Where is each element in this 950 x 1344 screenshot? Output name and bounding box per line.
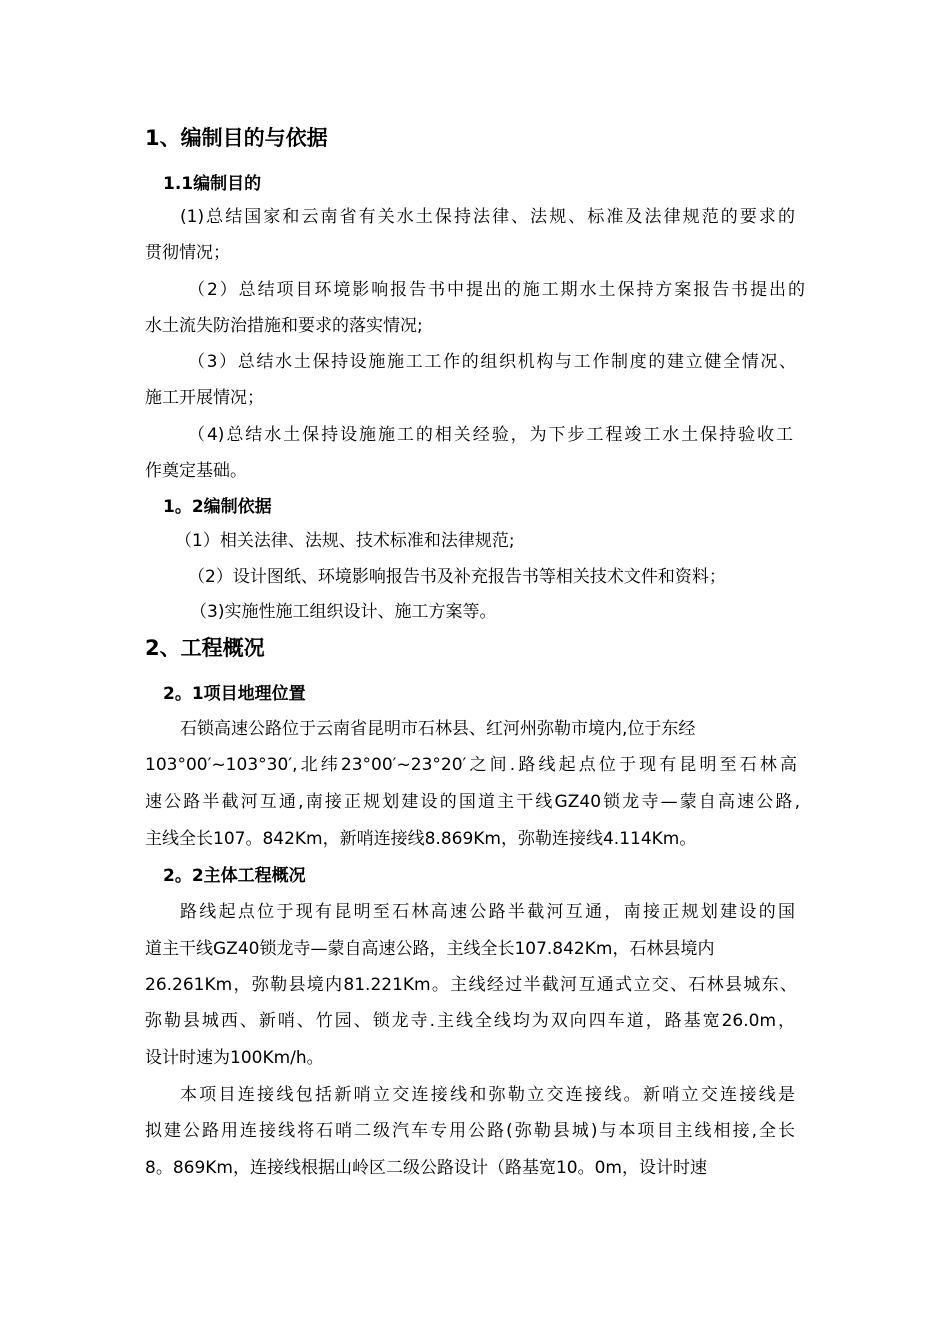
paragraph-line: 103°00′~103°30′,北纬23°00′~23°20′之间.路线起点位于现有昆明至石林高 (145, 755, 797, 775)
paragraph-line: （3)实施性施工组织设计、施工方案等。 (190, 602, 497, 622)
paragraph-line: 主线全长107。842Km，新哨连接线8.869Km，弥勒连接线4.114Km。 (145, 829, 697, 849)
paragraph-line: （2）设计图纸、环境影响报告书及补充报告书等相关技术文件和资料； (188, 567, 726, 587)
paragraph-line: 道主干线GZ40锁龙寺—蒙自高速公路，主线全长107.842Km，石林县境内 (145, 939, 715, 959)
section-2-1-heading: 2。1项目地理位置 (163, 684, 306, 704)
paragraph-line: 26.261Km，弥勒县境内81.221Km。主线经过半截河互通式立交、石林县城东、 (145, 975, 797, 995)
paragraph-line: 路线起点位于现有昆明至石林高速公路半截河互通，南接正规划建设的国 (180, 902, 795, 922)
section-1-2-heading: 1。2编制依据 (163, 497, 272, 517)
paragraph-line: 贯彻情况； (145, 243, 230, 263)
paragraph-line: （3）总结水土保持设施施工工作的组织机构与工作制度的建立健全情况、 (188, 352, 796, 372)
paragraph-line: 施工开展情况； (145, 388, 264, 408)
paragraph-line: 石锁高速公路位于云南省昆明市石林县、红河州弥勒市境内,位于东经 (180, 719, 696, 739)
paragraph-line: 作奠定基础。 (145, 461, 247, 481)
paragraph-line: 速公路半截河互通,南接正规划建设的国道主干线GZ40锁龙寺—蒙自高速公路, (145, 792, 800, 812)
section-2-2-heading: 2。2主体工程概况 (163, 866, 306, 886)
section-1-heading: 1、编制目的与依据 (145, 126, 328, 150)
paragraph-line: (1)总结国家和云南省有关水土保持法律、法规、标准及法律规范的要求的 (180, 207, 795, 227)
paragraph-line: （1）相关法律、法规、技术标准和法律规范; (175, 531, 515, 551)
paragraph-line: 弥勒县城西、新哨、竹园、锁龙寺.主线全线均为双向四车道，路基宽26.0m， (145, 1011, 795, 1031)
paragraph-line: （2）总结项目环境影响报告书中提出的施工期水土保持方案报告书提出的 (188, 280, 805, 300)
section-2-heading: 2、工程概况 (145, 636, 265, 660)
paragraph-line: 8。869Km，连接线根据山岭区二级公路设计（路基宽10。0m，设计时速 (145, 1158, 707, 1178)
section-1-1-heading: 1.1编制目的 (163, 174, 262, 194)
paragraph-line: （4)总结水土保持设施施工的相关经验，为下步工程竣工水土保持验收工 (188, 425, 793, 445)
paragraph-line: 拟建公路用连接线将石哨二级汽车专用公路(弥勒县城)与本项目主线相接,全长 (145, 1121, 795, 1141)
paragraph-line: 设计时速为100Km/h。 (145, 1048, 324, 1068)
paragraph-line: 本项目连接线包括新哨立交连接线和弥勒立交连接线。新哨立交连接线是 (180, 1085, 795, 1105)
paragraph-line: 水土流失防治措施和要求的落实情况; (145, 316, 423, 336)
